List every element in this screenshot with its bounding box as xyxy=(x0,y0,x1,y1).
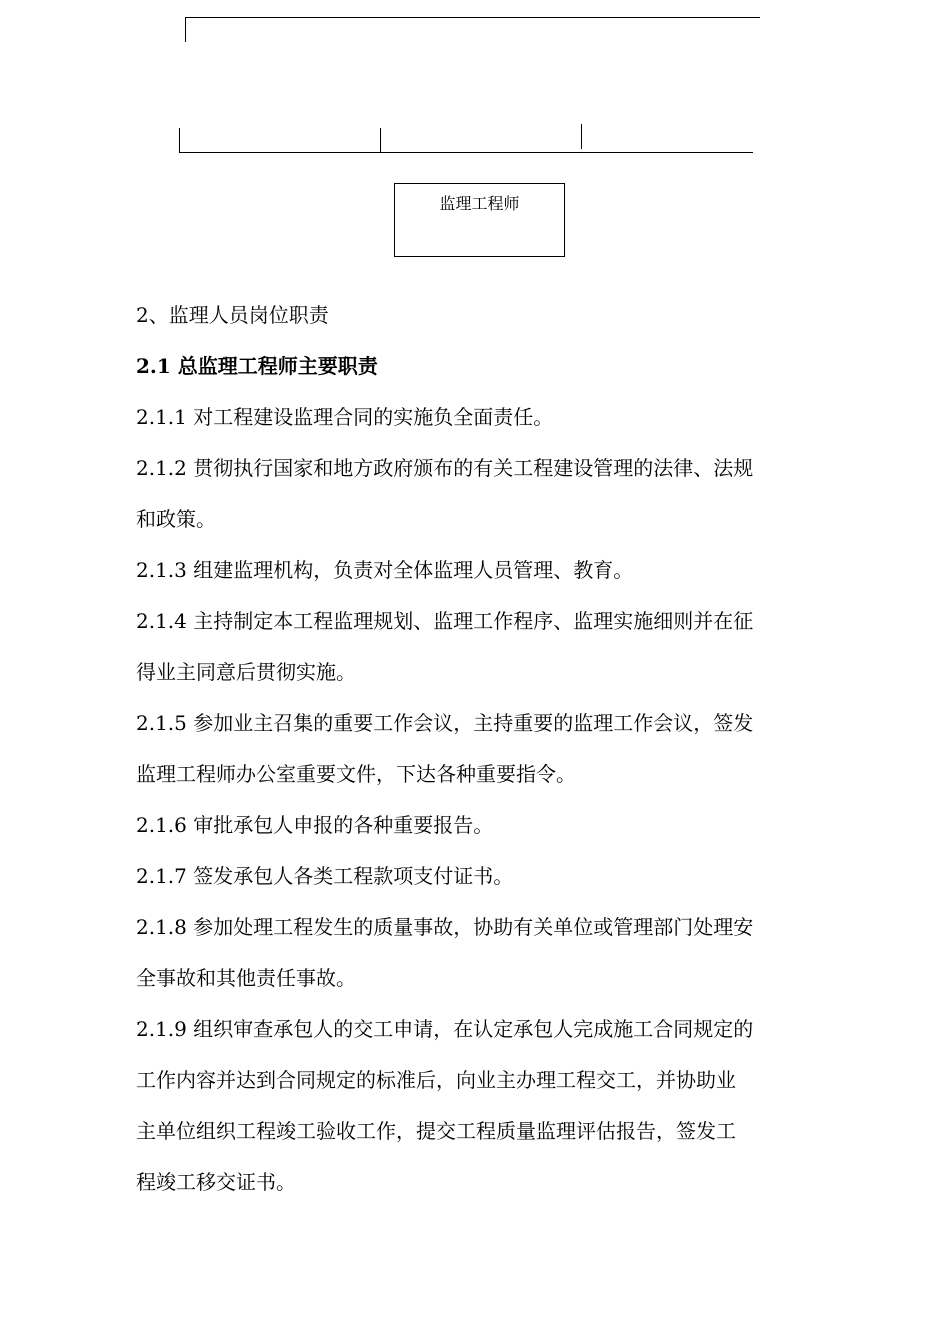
section-2-heading: 2、监理人员岗位职责 xyxy=(136,303,329,327)
org-bottom-tick-3 xyxy=(581,124,582,149)
org-bottom-line xyxy=(179,152,753,153)
paragraph-2-1-9-line-4: 程竣工移交证书。 xyxy=(136,1170,296,1194)
paragraph-2-1-4-line-1: 2.1.4 主持制定本工程监理规划、监理工作程序、监理实施细则并在征 xyxy=(136,609,754,633)
paragraph-2-1-8-line-2: 全事故和其他责任事故。 xyxy=(136,966,356,990)
paragraph-2-1-5-line-1: 2.1.5 参加业主召集的重要工作会议，主持重要的监理工作会议，签发 xyxy=(136,711,754,735)
paragraph-2-1-2-line-2: 和政策。 xyxy=(136,507,216,531)
paragraph-2-1-5-line-2: 监理工程师办公室重要文件，下达各种重要指令。 xyxy=(136,762,576,786)
paragraph-2-1-1: 2.1.1 对工程建设监理合同的实施负全面责任。 xyxy=(136,405,554,429)
org-top-line xyxy=(185,17,760,18)
paragraph-2-1-3: 2.1.3 组建监理机构，负责对全体监理人员管理、教育。 xyxy=(136,558,634,582)
org-top-left-tick xyxy=(185,17,186,42)
document-body xyxy=(136,290,816,1208)
org-bottom-tick-2 xyxy=(380,128,381,153)
org-bottom-tick-1 xyxy=(179,128,180,153)
paragraph-2-1-6: 2.1.6 审批承包人申报的各种重要报告。 xyxy=(136,813,494,837)
paragraph-2-1-8-line-1: 2.1.8 参加处理工程发生的质量事故，协助有关单位或管理部门处理安 xyxy=(136,915,754,939)
org-box-label: 监理工程师 xyxy=(439,194,520,213)
paragraph-2-1-7: 2.1.7 签发承包人各类工程款项支付证书。 xyxy=(136,864,514,888)
section-2-1-heading: 2.1 总监理工程师主要职责 xyxy=(136,354,378,378)
paragraph-2-1-4-line-2: 得业主同意后贯彻实施。 xyxy=(136,660,356,684)
org-box-supervision-engineer xyxy=(394,183,565,257)
paragraph-2-1-9-line-3: 主单位组织工程竣工验收工作，提交工程质量监理评估报告，签发工 xyxy=(136,1119,736,1143)
paragraph-2-1-9-line-2: 工作内容并达到合同规定的标准后，向业主办理工程交工，并协助业 xyxy=(136,1068,736,1092)
paragraph-2-1-2-line-1: 2.1.2 贯彻执行国家和地方政府颁布的有关工程建设管理的法律、法规 xyxy=(136,456,754,480)
paragraph-2-1-9-line-1: 2.1.9 组织审查承包人的交工申请，在认定承包人完成施工合同规定的 xyxy=(136,1017,754,1041)
